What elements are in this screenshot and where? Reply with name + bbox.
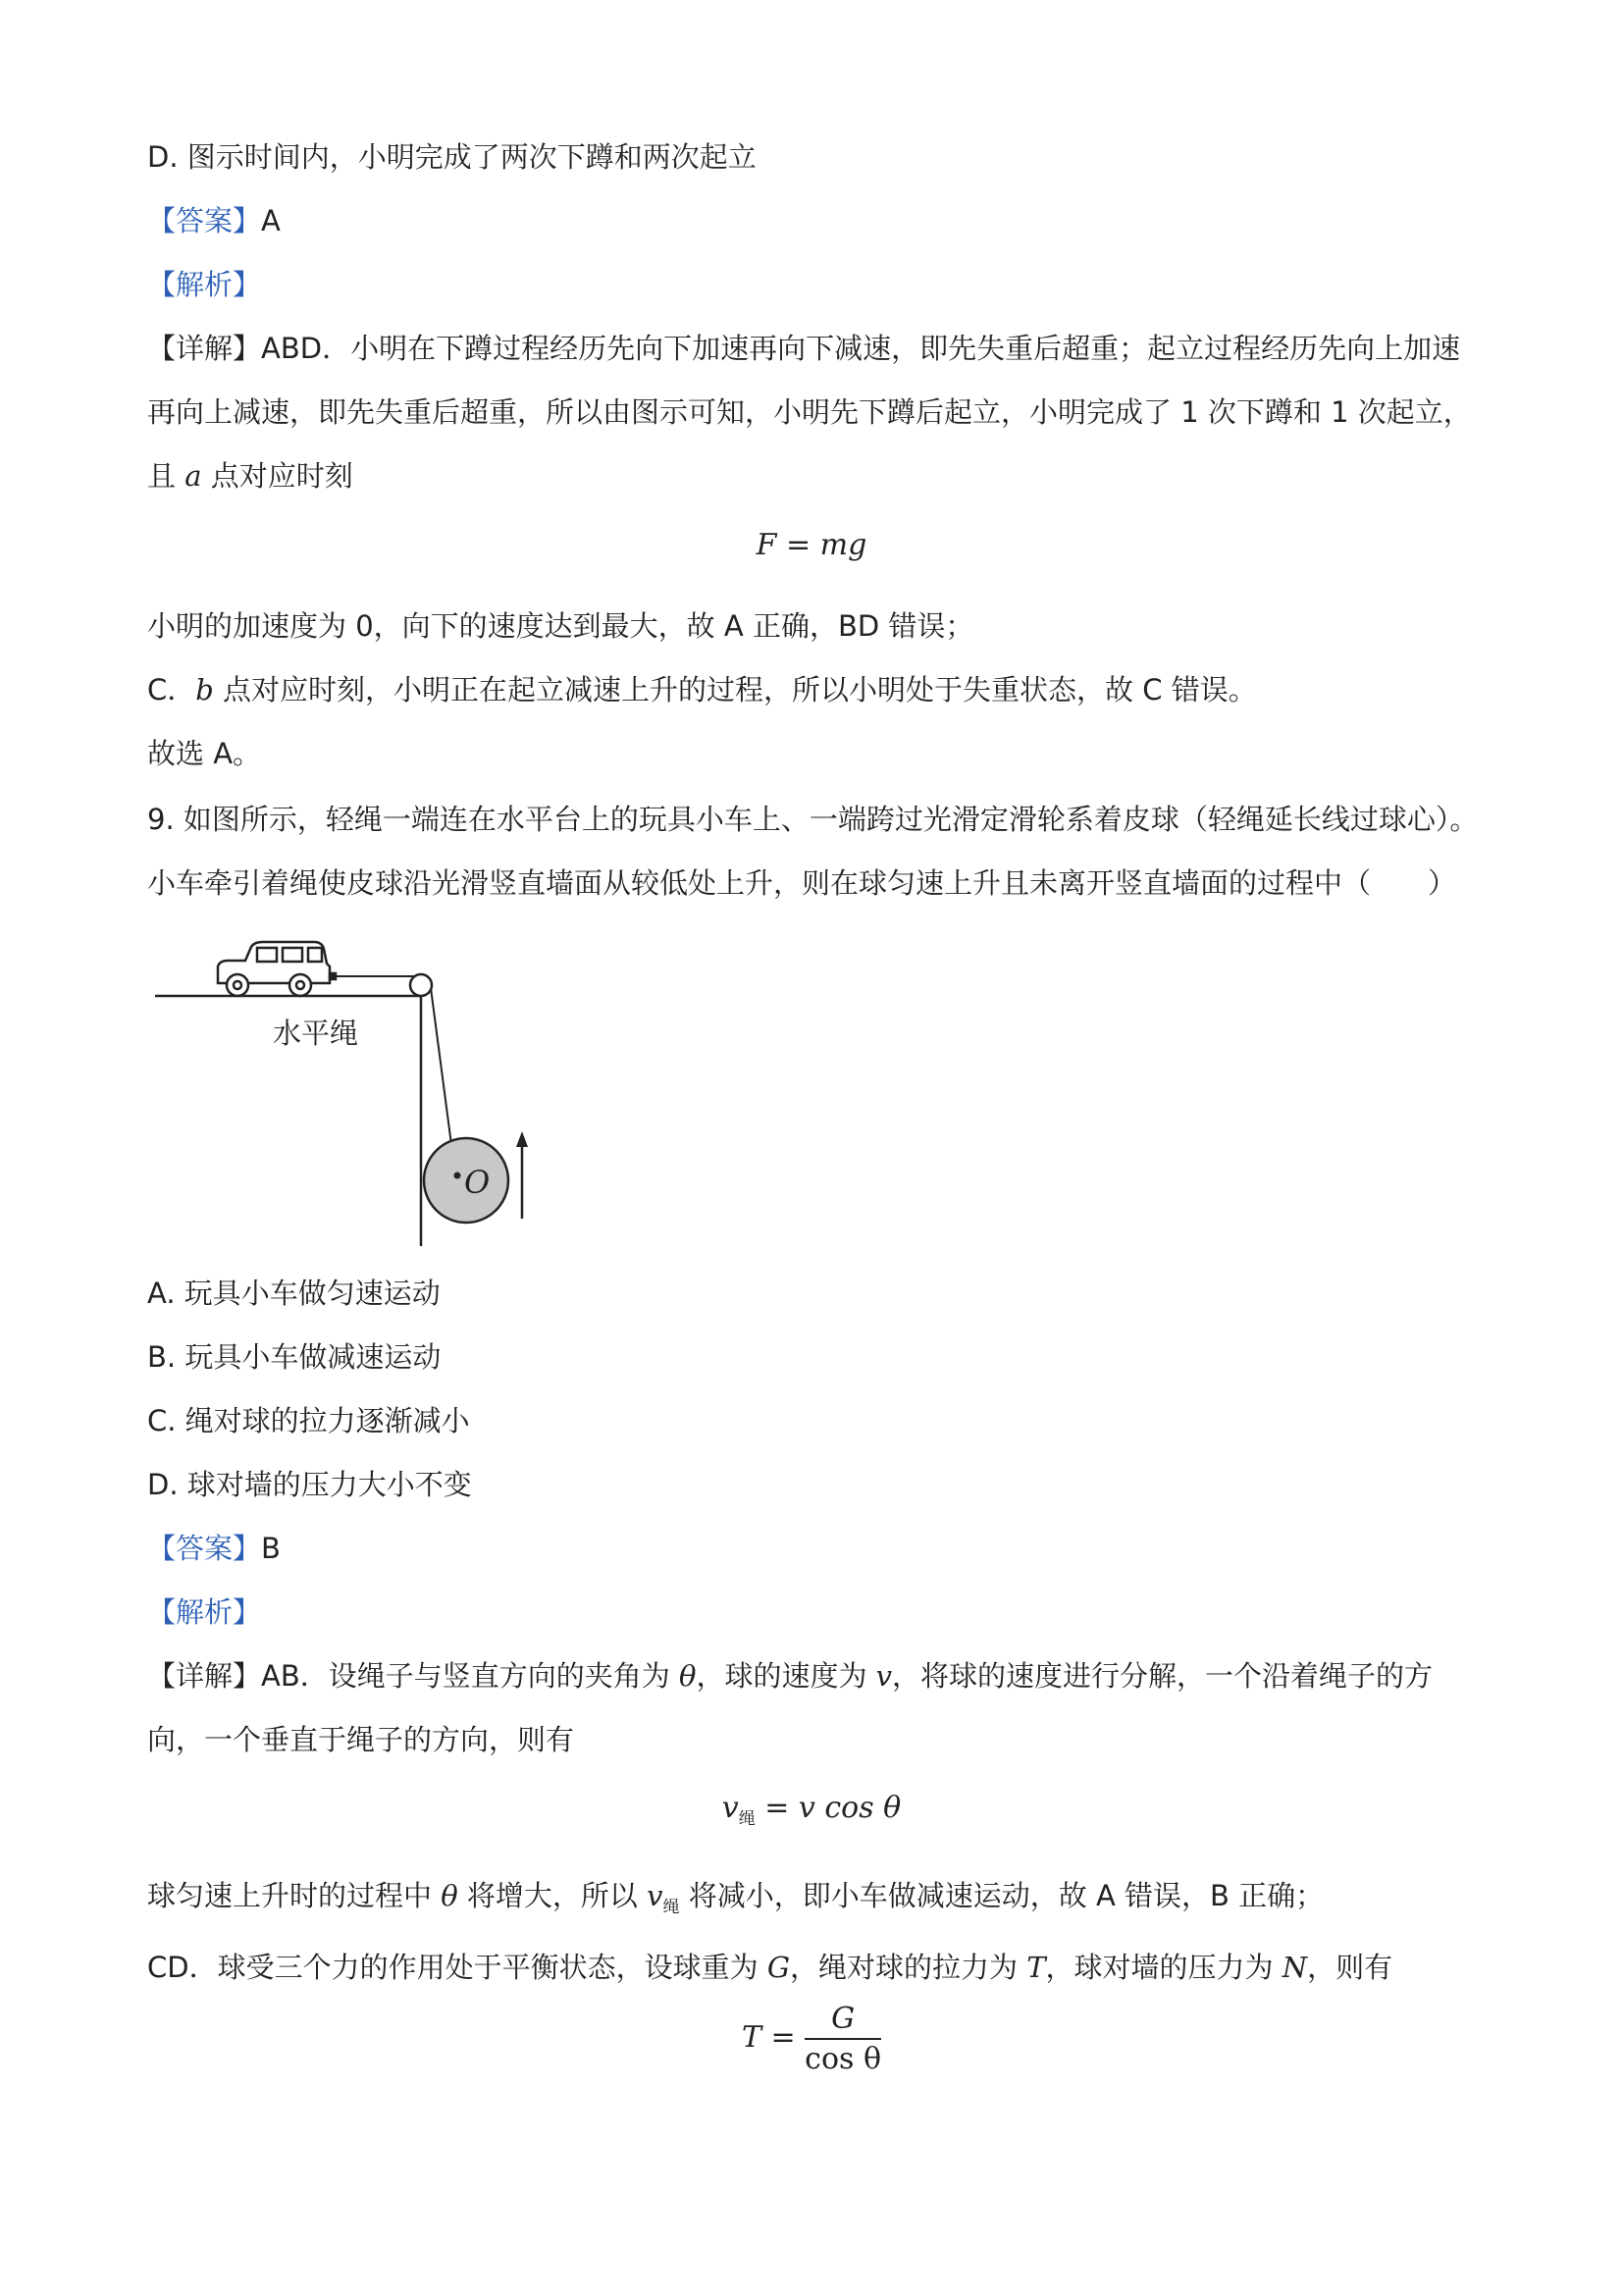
option-d: D. 球对墙的压力大小不变 [147, 1468, 472, 1501]
ball-center-dot [454, 1173, 461, 1179]
subscript-rope: 绳 [662, 1898, 680, 1917]
variable-v: v [875, 1659, 893, 1693]
text-segment: 点对应时刻 [201, 459, 353, 493]
answer-tag: 【答案】 [147, 204, 262, 237]
denominator: cos θ [805, 2042, 882, 2076]
detail-line-1c [147, 456, 353, 496]
text-segment: ，球的速度为 [696, 1659, 876, 1693]
detail-line-1a [147, 329, 1460, 368]
text-segment: 将增大，所以 [457, 1879, 648, 1912]
answer-line-1 [147, 201, 281, 240]
answer-value: B [261, 1532, 281, 1565]
variable-g: G [766, 1951, 790, 1984]
question-9-line-b: 小车牵引着绳使皮球沿光滑竖直墙面从较低处上升，则在球匀速上升且未离开竖直墙面的过程中（ ） [147, 866, 1457, 900]
variable-b: b [195, 673, 214, 706]
analysis-tag-text: 【解析】 [147, 268, 262, 301]
detail-tag: 【详解】 [147, 332, 262, 365]
analysis-tag-1 [147, 265, 261, 304]
cd-analysis-line [147, 1948, 1392, 1987]
option-c-analysis [147, 670, 1257, 709]
option-d-previous: D. 图示时间内，小明完成了两次下蹲和两次起立 [147, 140, 757, 174]
text-segment: ，球对墙的压力为 [1045, 1951, 1283, 1984]
car-icon [218, 942, 336, 996]
analysis-tag-text: 【解析】 [147, 1595, 262, 1629]
text-segment: 且 [147, 459, 185, 493]
text-segment: AB．设绳子与竖直方向的夹角为 [261, 1659, 679, 1693]
text-segment: ，则有 [1307, 1951, 1393, 1984]
answer-value: A [261, 204, 281, 237]
detail-tag: 【详解】 [147, 1659, 262, 1693]
formula-v-rope [0, 1791, 1623, 1829]
text-segment: C． [147, 673, 196, 706]
option-a: A. 玩具小车做匀速运动 [147, 1277, 441, 1310]
uniform-rise-line [147, 1876, 1324, 1927]
option-c: C. 绳对球的拉力逐渐减小 [147, 1404, 470, 1437]
choose-line-1: 故选 A。 [147, 737, 262, 770]
detail-line-1b: 再向上减速，即先失重后超重，所以由图示可知，小明先下蹲后起立，小明完成了 1 次下蹲和 1 次起立， [147, 395, 1472, 429]
text-segment: ，绳对球的拉力为 [789, 1951, 1027, 1984]
analysis-tag-2 [147, 1592, 261, 1632]
after-formula-line: 小明的加速度为 0，向下的速度达到最大，故 A 正确，BD 错误； [147, 609, 974, 643]
variable-a: a [184, 459, 202, 493]
formula-lhs: v [721, 1791, 739, 1825]
formula-rhs: = v cos θ [755, 1791, 902, 1825]
arrow-head-icon [516, 1131, 528, 1147]
variable-theta: θ [441, 1879, 458, 1912]
ball-center-label: O [464, 1164, 491, 1201]
answer-tag: 【答案】 [147, 1532, 262, 1565]
variable-v: v [647, 1879, 663, 1912]
detail-line-2a [147, 1656, 1433, 1696]
text-segment: CD．球受三个力的作用处于平衡状态，设球重为 [147, 1951, 767, 1984]
variable-theta: θ [678, 1659, 697, 1693]
variable-n: N [1282, 1951, 1308, 1984]
formula-subscript: 绳 [738, 1809, 756, 1829]
text-segment: ，将球的速度进行分解，一个沿着绳子的方 [892, 1659, 1434, 1693]
pulley-figure [147, 917, 559, 1251]
detail-line-2b: 向，一个垂直于绳子的方向，则有 [147, 1723, 575, 1756]
formula-lhs: T = [741, 2020, 806, 2055]
answer-line-2 [147, 1529, 281, 1568]
text-segment: 将减小，即小车做减速运动，故 A 错误，B 正确； [679, 1879, 1325, 1912]
text-segment: 点对应时刻，小明正在起立减速上升的过程，所以小明处于失重状态，故 C 错误。 [213, 673, 1257, 706]
fraction [805, 2002, 881, 2076]
rope-label: 水平绳 [273, 1017, 359, 1050]
formula-tension [0, 2002, 1623, 2076]
detail-text: ABD．小明在下蹲过程经历先向下加速再向下减速，即先失重后超重；起立过程经历先向上加速 [261, 332, 1461, 365]
numerator: G [805, 2002, 881, 2040]
pulley-icon [410, 974, 432, 996]
option-b: B. 玩具小车做减速运动 [147, 1340, 442, 1374]
variable-t: T [1026, 1951, 1046, 1984]
question-9-line-a: 9. 如图所示，轻绳一端连在水平台上的玩具小车上、一端跨过光滑定滑轮系着皮球（轻绳延长线过球心）。 [147, 803, 1479, 836]
formula-f-equals-mg: F = mg [756, 528, 867, 562]
text-segment: 球匀速上升时的过程中 [147, 1879, 442, 1912]
